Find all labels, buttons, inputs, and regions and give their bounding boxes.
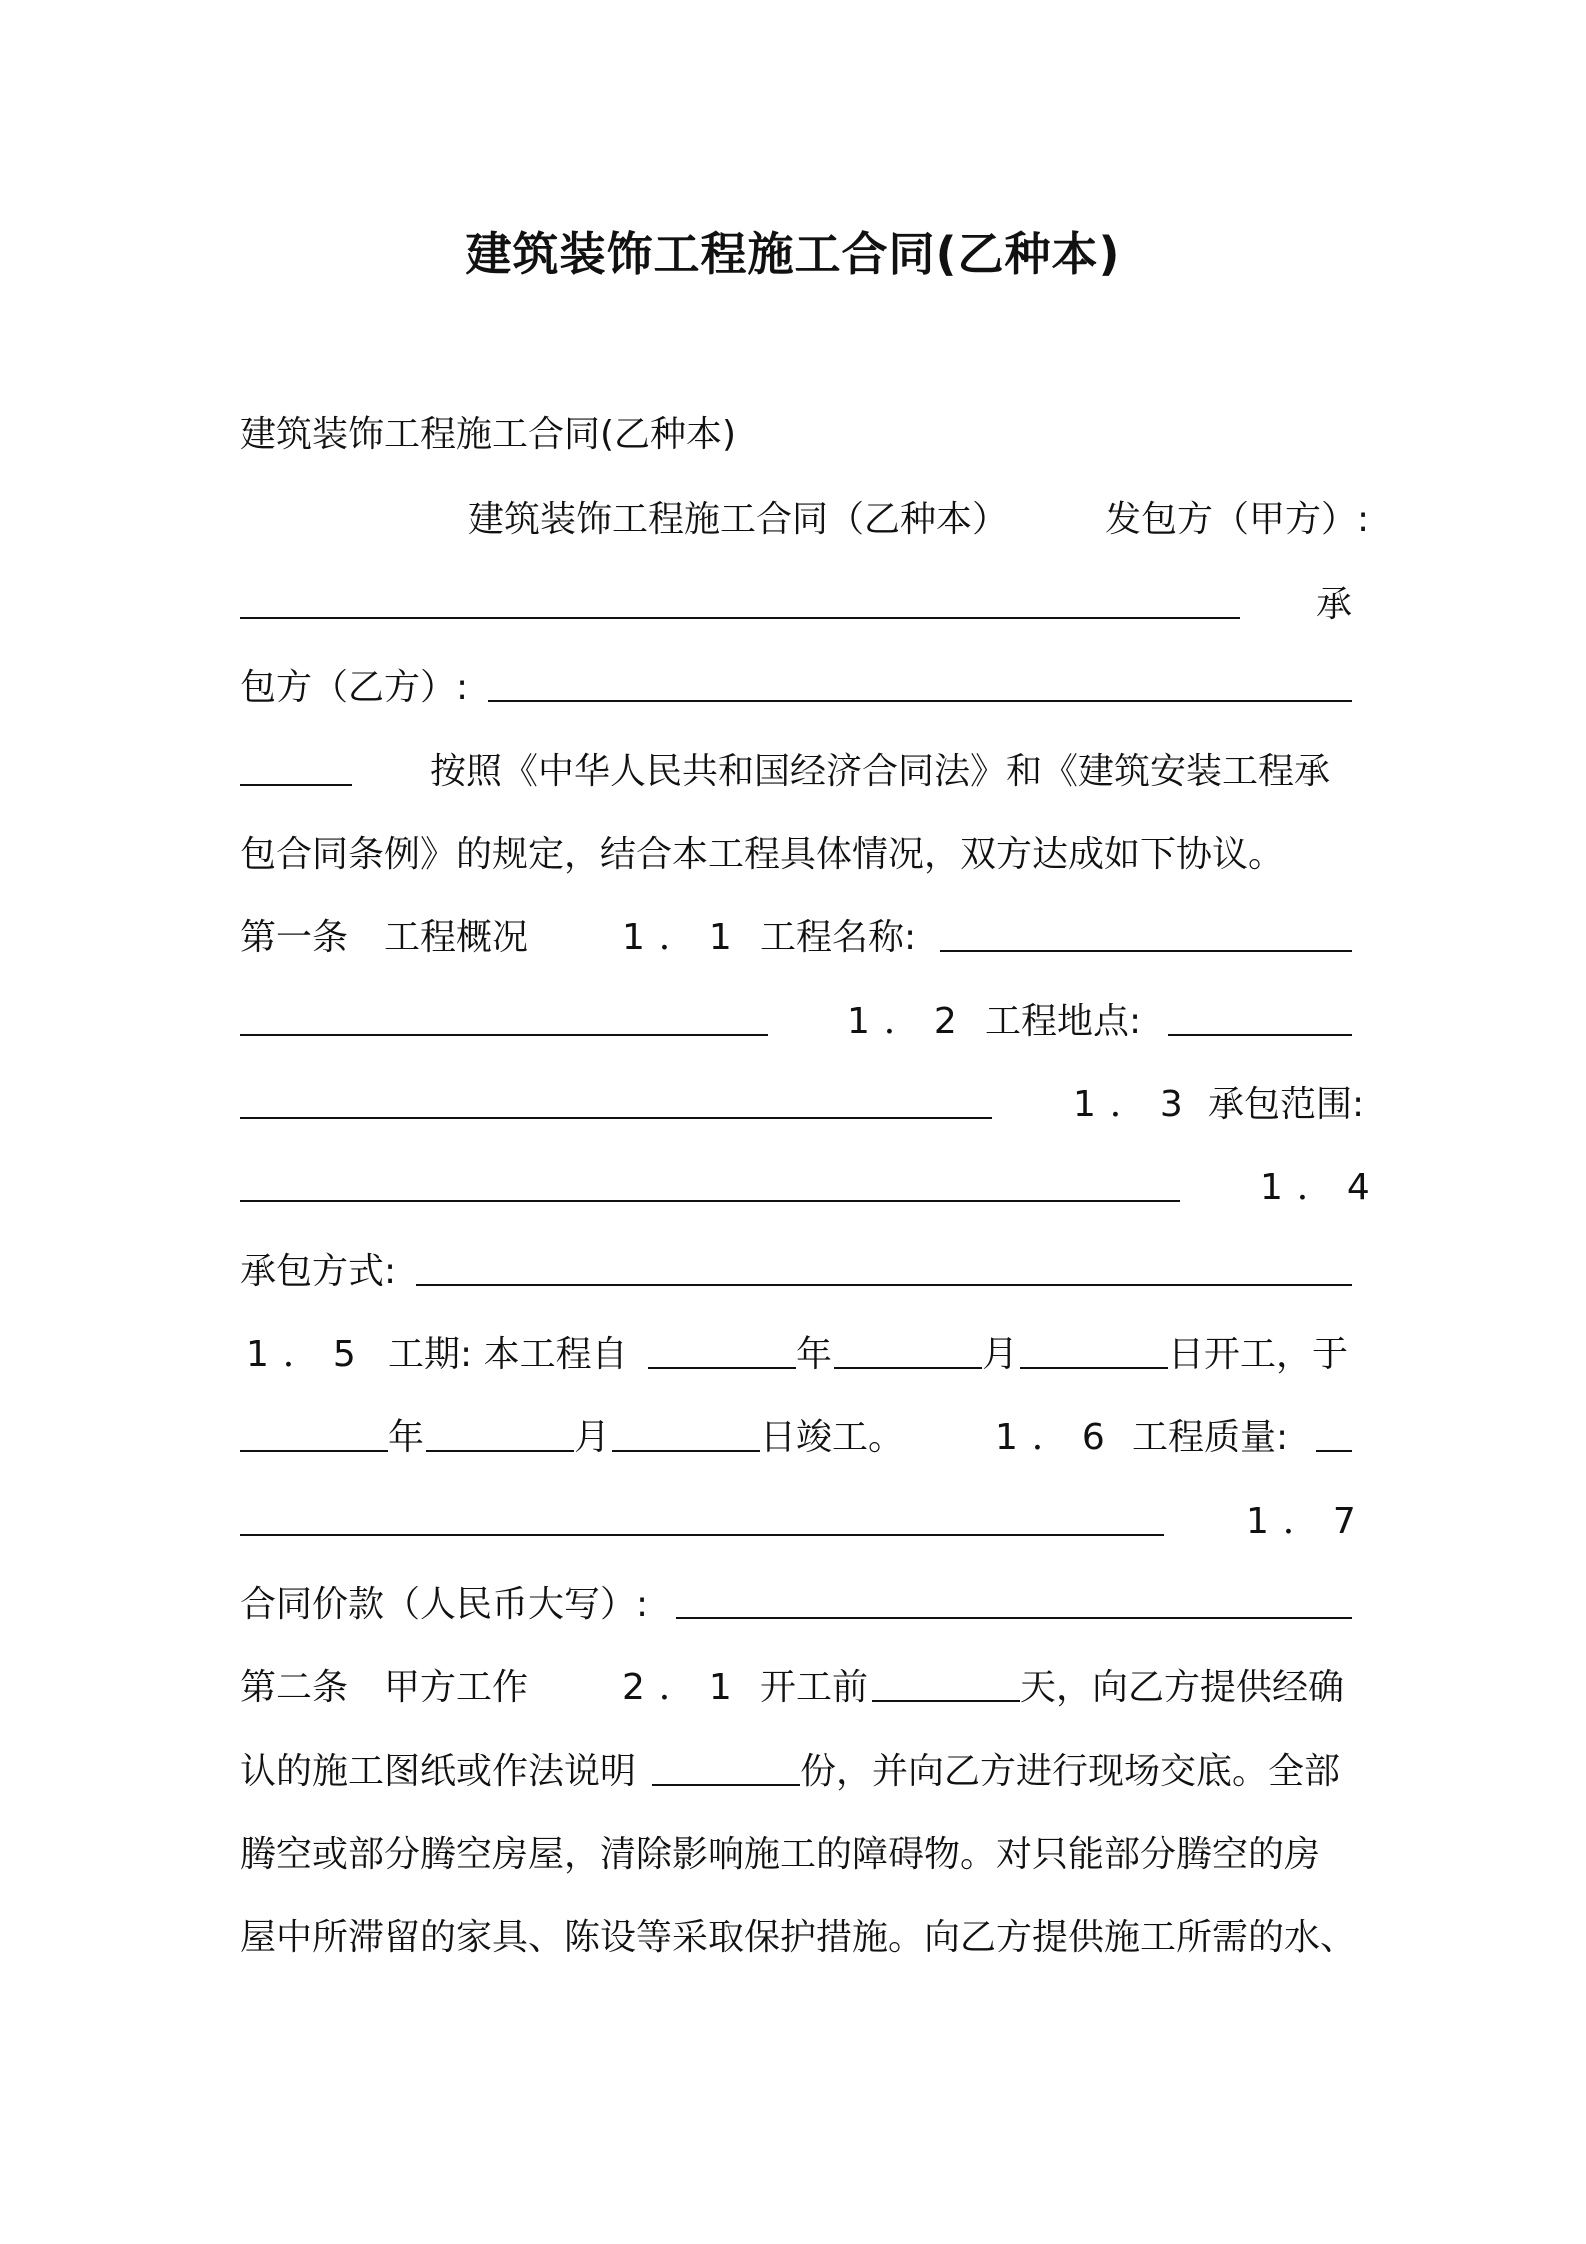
drawings-line	[240, 1742, 1352, 1802]
contract-price-blank[interactable]	[676, 1617, 1352, 1619]
clause-1-7-number: 1．7	[1246, 1501, 1370, 1542]
project-name-label: 工程名称:	[760, 917, 917, 958]
document-subtitle: 建筑装饰工程施工合同(乙种本)	[240, 414, 737, 455]
party-a-blank[interactable]	[240, 617, 1240, 619]
start-text: 日开工，于	[1168, 1334, 1349, 1375]
party-b-blank-cont[interactable]	[240, 784, 352, 786]
scope-blank[interactable]	[240, 1200, 1180, 1202]
finish-text: 日竣工。	[760, 1417, 905, 1458]
subtitle-line	[240, 405, 1352, 465]
project-name-blank-cont[interactable]	[240, 1034, 768, 1036]
party-a-label: 发包方（甲方）:	[1105, 499, 1370, 540]
finish-month-blank[interactable]	[426, 1450, 574, 1452]
preamble-line-2	[240, 825, 1352, 885]
party-b-label: 包方（乙方）:	[240, 667, 469, 708]
start-year-blank[interactable]	[648, 1367, 796, 1369]
contract-price-label: 合同价款（人民币大写）:	[240, 1584, 649, 1625]
quality-label: 工程质量:	[1132, 1417, 1289, 1458]
vacate-text: 腾空或部分腾空房屋，清除影响施工的障碍物。对只能部分腾空的房	[240, 1834, 1321, 1875]
year-label-2: 年	[388, 1417, 425, 1458]
party-b-prefix: 承	[1316, 584, 1353, 625]
copies-text: 份，并向乙方进行现场交底。全部	[800, 1751, 1341, 1792]
article-1-title: 第一条 工程概况	[240, 917, 529, 958]
article-2-line	[240, 1658, 1352, 1718]
finish-year-blank[interactable]	[240, 1450, 388, 1452]
clause-1-5-line	[240, 1325, 1352, 1385]
month-label-1: 月	[982, 1334, 1019, 1375]
drawings-text: 认的施工图纸或作法说明	[240, 1751, 637, 1792]
article-2-title: 第二条 甲方工作	[240, 1667, 529, 1708]
days-blank[interactable]	[872, 1700, 1020, 1702]
duration-label: 工期: 本工程自	[388, 1334, 628, 1375]
preamble-line-1	[240, 742, 1352, 802]
before-start-text: 开工前	[760, 1667, 869, 1708]
clause-1-6-number: 1．6	[995, 1417, 1119, 1458]
month-label-2: 月	[574, 1417, 611, 1458]
project-name-blank[interactable]	[940, 950, 1352, 952]
clause-2-1-number: 2．1	[622, 1667, 746, 1708]
contract-price-line	[240, 1575, 1352, 1635]
preamble-text-2: 包合同条例》的规定，结合本工程具体情况，双方达成如下协议。	[240, 834, 1285, 875]
clause-1-7-line	[240, 1492, 1370, 1552]
clause-1-3-line	[240, 1075, 1365, 1135]
clause-1-2-line	[240, 992, 1352, 1052]
contract-name-heading: 建筑装饰工程施工合同（乙种本）	[468, 499, 1009, 540]
contract-mode-label: 承包方式:	[240, 1251, 397, 1292]
header-line	[240, 490, 1370, 550]
vacate-line	[240, 1825, 1352, 1885]
copies-blank[interactable]	[652, 1784, 800, 1786]
start-month-blank[interactable]	[834, 1367, 982, 1369]
finish-day-blank[interactable]	[612, 1450, 760, 1452]
article-1-line	[240, 908, 1352, 968]
scope-label: 承包范围:	[1208, 1084, 1365, 1125]
party-b-line	[240, 658, 1352, 718]
preamble-text-1: 按照《中华人民共和国经济合同法》和《建筑安装工程承	[430, 751, 1331, 792]
quality-blank[interactable]	[1316, 1450, 1352, 1452]
year-label-1: 年	[796, 1334, 833, 1375]
clause-1-5-number: 1．5	[246, 1334, 370, 1375]
project-location-label: 工程地点:	[985, 1001, 1142, 1042]
clause-1-4-line	[240, 1158, 1384, 1218]
contract-mode-blank[interactable]	[416, 1284, 1352, 1286]
project-location-blank-cont[interactable]	[240, 1117, 992, 1119]
start-day-blank[interactable]	[1020, 1367, 1168, 1369]
finish-line	[240, 1408, 1352, 1468]
party-b-blank[interactable]	[488, 700, 1352, 702]
clause-1-2-number: 1．2	[847, 1001, 971, 1042]
quality-blank-cont[interactable]	[240, 1534, 1164, 1536]
party-a-line	[240, 575, 1352, 635]
project-location-blank[interactable]	[1168, 1034, 1352, 1036]
clause-1-1-number: 1．1	[622, 917, 746, 958]
document-title: 建筑装饰工程施工合同(乙种本)	[465, 227, 1121, 281]
clause-1-4-number: 1．4	[1260, 1167, 1384, 1208]
utilities-text: 屋中所滞留的家具、陈设等采取保护措施。向乙方提供施工所需的水、	[240, 1917, 1357, 1958]
clause-1-3-number: 1．3	[1073, 1084, 1197, 1125]
utilities-line	[240, 1908, 1357, 1968]
contract-mode-line	[240, 1242, 1352, 1302]
provide-text: 天，向乙方提供经确	[1020, 1667, 1345, 1708]
